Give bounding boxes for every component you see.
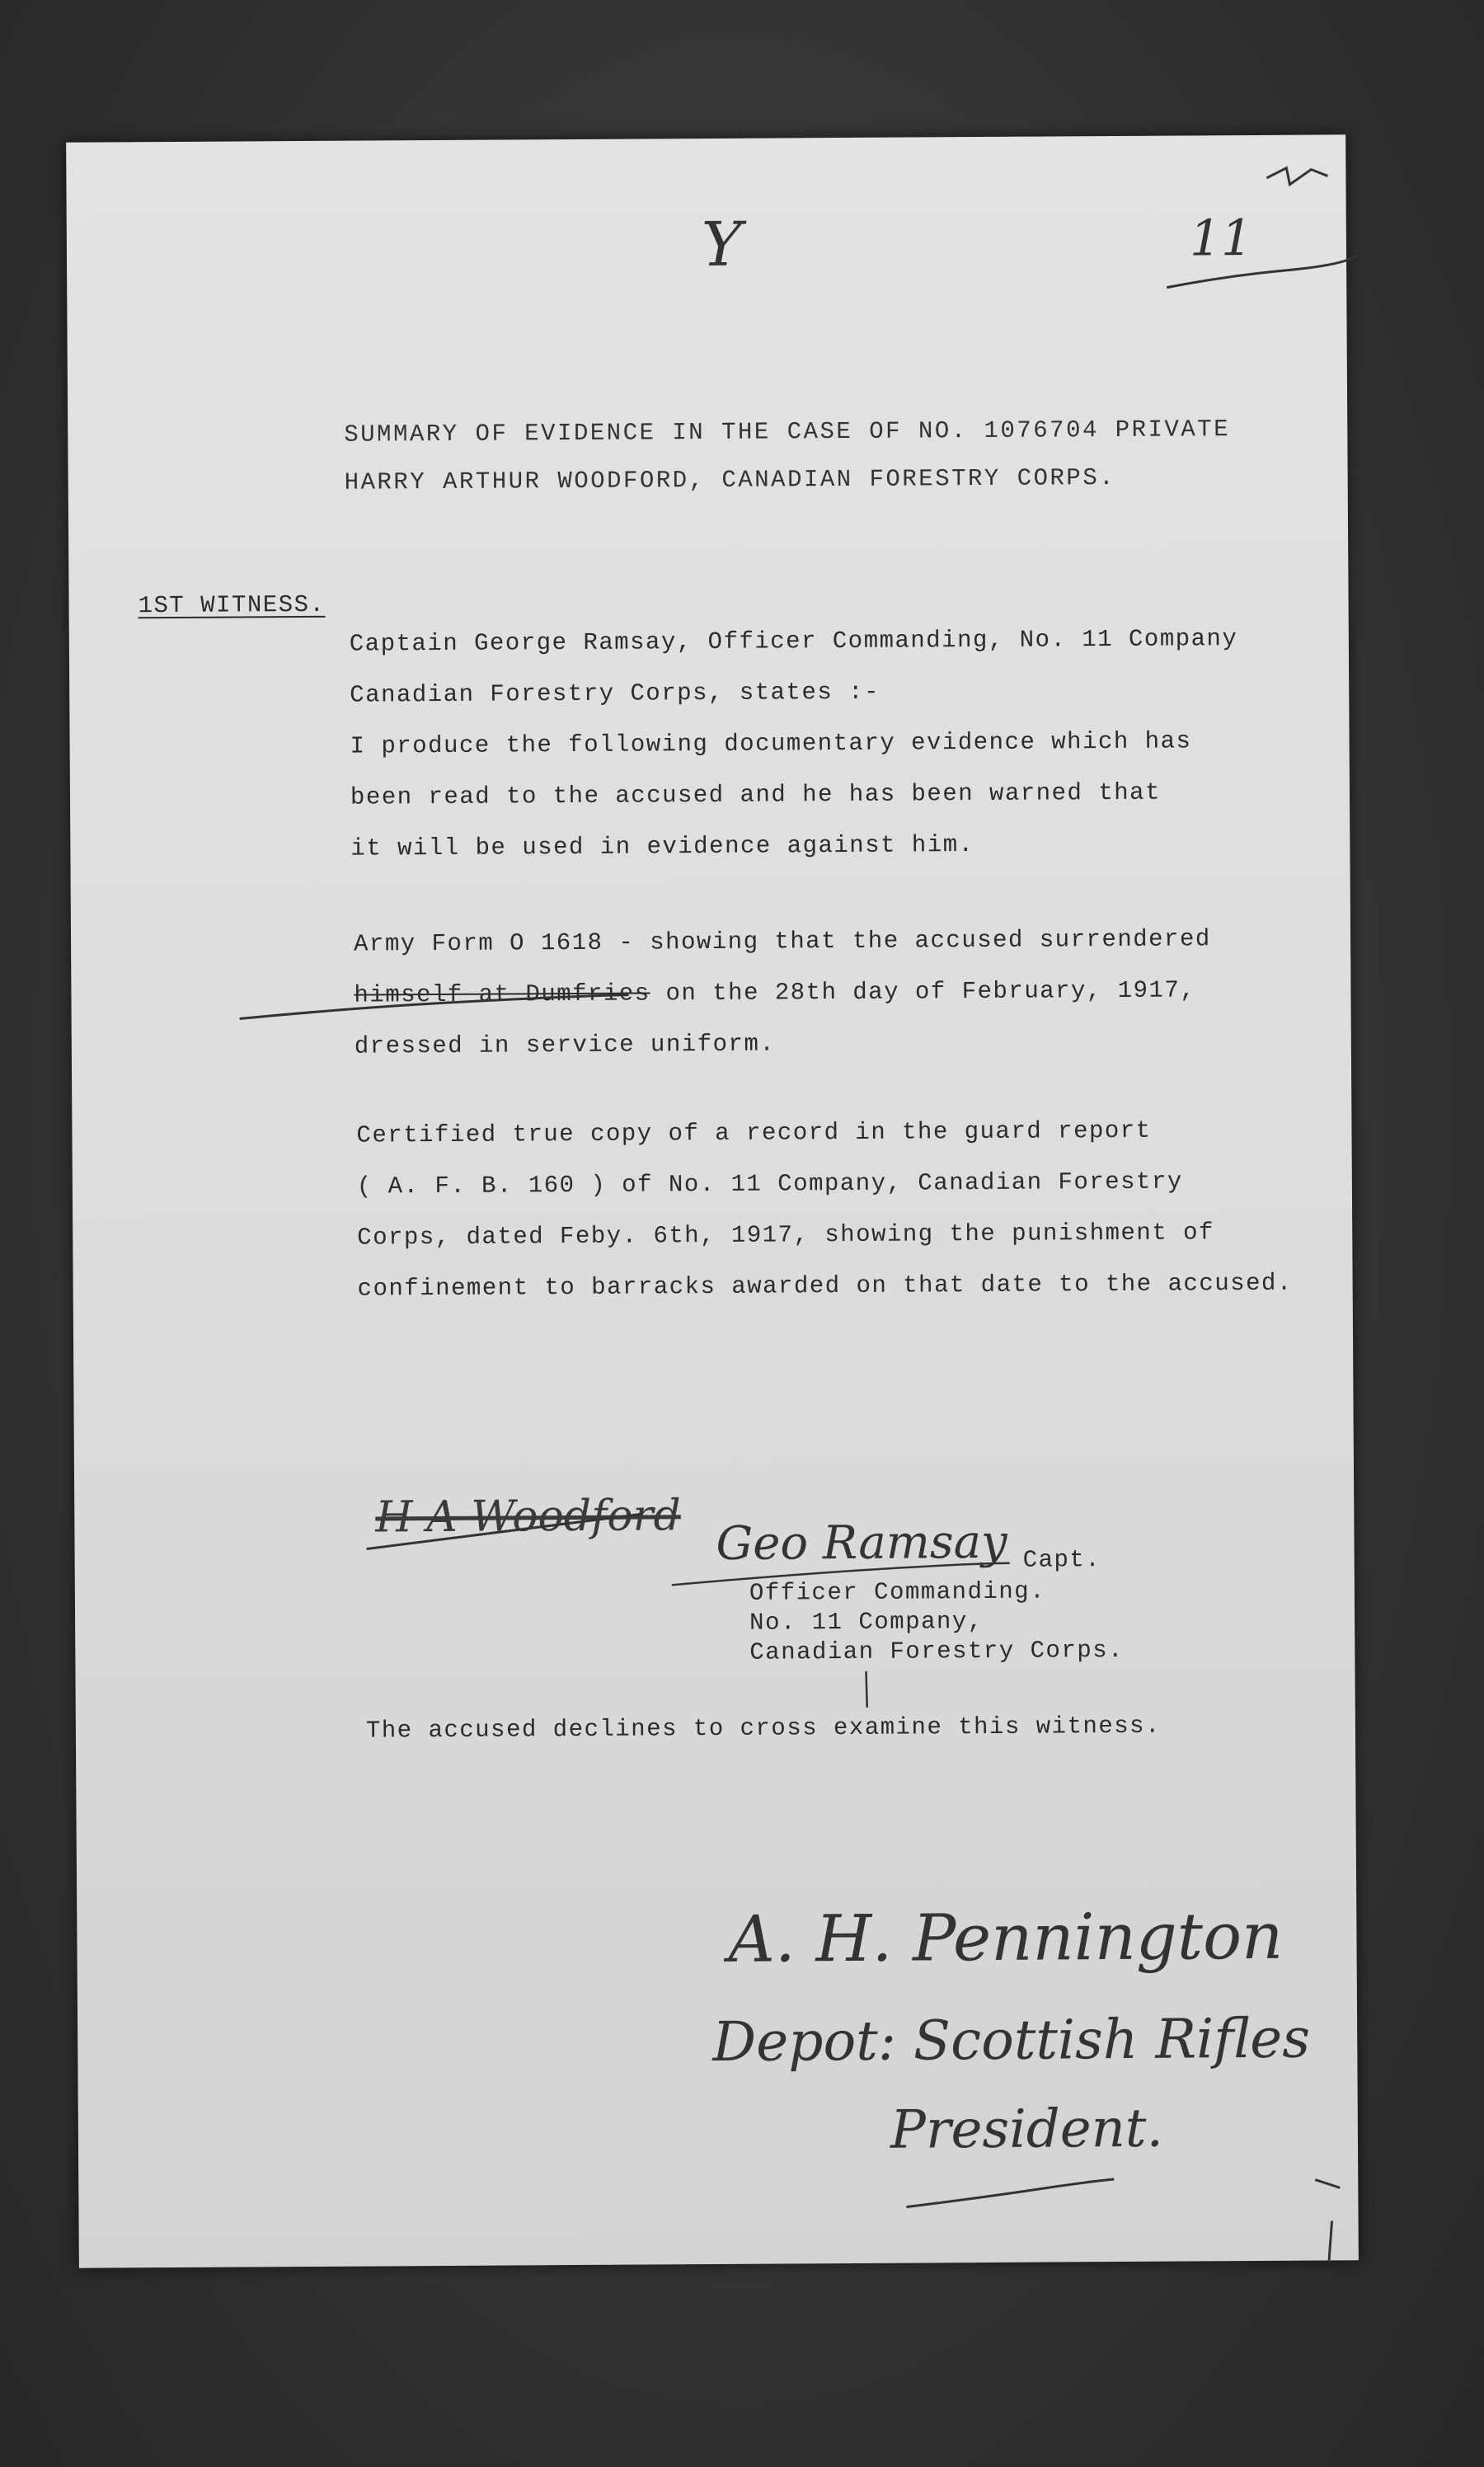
heading-line-1: SUMMARY OF EVIDENCE IN THE CASE OF NO. 1076704 PRIVATE (344, 416, 1231, 449)
army-form-line-3: dressed in service uniform. (354, 1030, 776, 1060)
ink-tick-mark (862, 1670, 871, 1711)
witness-rank: Capt. (1022, 1546, 1101, 1574)
cross-exam-statement: The accused declines to cross examine this witness. (365, 1712, 1162, 1745)
margin-mark-11: 11 (1189, 209, 1253, 268)
document-page (66, 134, 1359, 2267)
strike-through-stroke (236, 987, 632, 1031)
army-form-line-1: Army Form O 1618 - showing that the accused surrendered (353, 925, 1211, 958)
heading-line-2: HARRY ARTHUR WOODFORD, CANADIAN FORESTRY CORPS. (344, 463, 1116, 496)
statement-line-3: I produce the following documentary evidence which has (350, 727, 1192, 760)
certified-line-1: Certified true copy of a record in the guard report (356, 1116, 1152, 1149)
witness-title-line-3: Canadian Forestry Corps. (749, 1636, 1125, 1666)
statement-line-2: Canadian Forestry Corps, states :- (350, 678, 881, 709)
president-flourish (903, 2173, 1117, 2216)
accused-signature-struck: H A Woodford (375, 1491, 681, 1543)
witness-label: 1ST WITNESS. (138, 590, 326, 620)
margin-mark-y: Y (701, 209, 743, 281)
statement-line-4: been read to the accused and he has been warned that (350, 778, 1162, 811)
statement-line-5: it will be used in evidence against him. (350, 831, 974, 862)
edge-mark-bottom-right (1307, 2171, 1357, 2270)
president-name: A. H. Pennington (728, 1899, 1284, 1977)
witness-signature: Geo Ramsay (716, 1515, 1007, 1571)
witness-title-line-1: Officer Commanding. (749, 1577, 1046, 1607)
statement-line-1: Captain George Ramsay, Officer Commanding, No. 11 Company (349, 625, 1238, 658)
margin-underline (1163, 250, 1361, 300)
witness-title-line-2: No. 11 Company, (749, 1608, 984, 1637)
certified-line-4: confinement to barracks awarded on that date to the accused. (357, 1269, 1293, 1303)
accused-signature-strike (363, 1508, 643, 1559)
certified-line-2: ( A. F. B. 160 ) of No. 11 Company, Canadian Forestry (356, 1168, 1183, 1201)
corner-scribble (1261, 153, 1336, 203)
army-form-line-2-rest: on the 28th day of February, 1917, (650, 976, 1196, 1008)
president-title: President. (890, 2098, 1164, 2161)
certified-line-3: Corps, dated Feby. 6th, 1917, showing the punishment of (357, 1219, 1214, 1252)
president-unit: Depot: Scottish Rifles (711, 2006, 1311, 2075)
struck-text: himself at Dumfries (354, 980, 650, 1009)
